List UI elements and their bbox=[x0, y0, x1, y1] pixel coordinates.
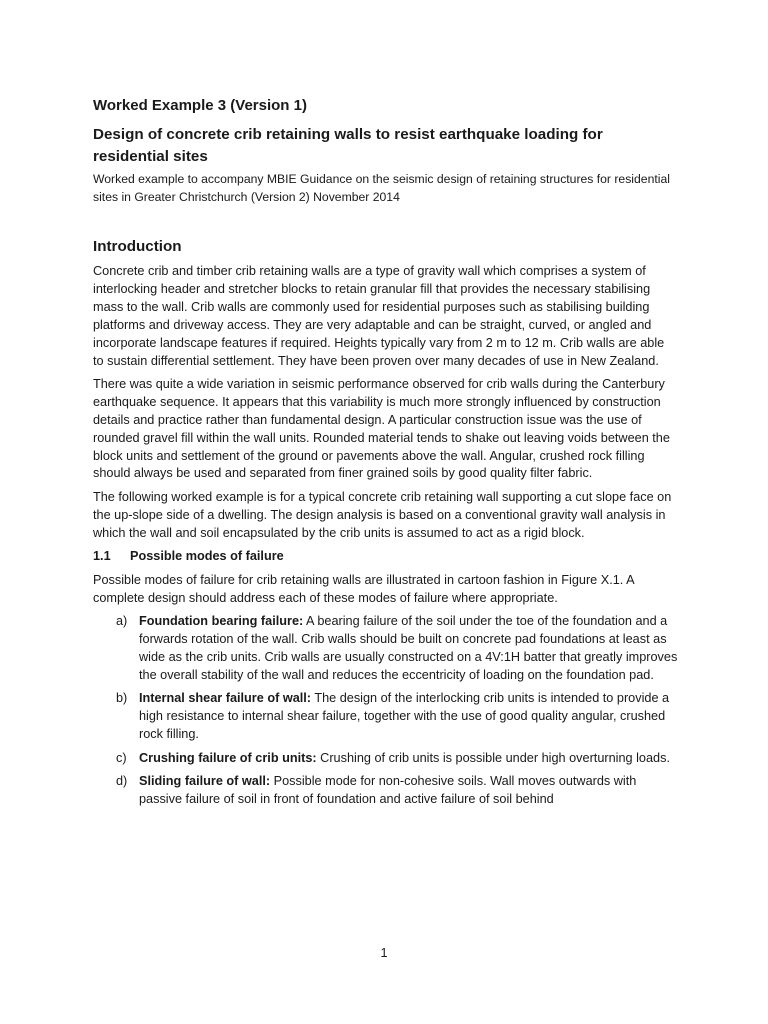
list-item bbox=[93, 690, 678, 744]
list-item bbox=[93, 750, 678, 768]
list-item-term: Sliding failure of wall: bbox=[139, 774, 271, 789]
list-marker: a) bbox=[116, 614, 128, 629]
page-number: 1 bbox=[380, 946, 388, 960]
list-marker: d) bbox=[116, 774, 128, 789]
list-item-term: Foundation bearing failure: bbox=[139, 614, 304, 629]
intro-paragraph-1: Concrete crib and timber crib retaining walls are a type of gravity wall which comprises a system of interlocking header and stretcher blocks to retain granular fill that provides the necessary stabilising mass to the wall. Crib walls are commonly used for residential purposes such as stabilising building platforms and driveway access. They are very adaptable and can be straight, curved, or angled and incorporate landscape features if required. Heights typically vary from 2 m to 12 m. Crib walls are able to sustain differential settlement. They have been proven over many decades of use in New Zealand. bbox=[93, 264, 665, 368]
list-item-text: Crushing of crib units is possible under high overturning loads. bbox=[316, 750, 670, 765]
document-subtitle: Worked example to accompany MBIE Guidance on the seismic design of retaining structures for residential sites in Greater Christchurch (Version 2) November 2014 bbox=[93, 172, 670, 204]
section-title: Possible modes of failure bbox=[130, 549, 284, 564]
list-item-term: Crushing failure of crib units: bbox=[139, 750, 317, 765]
list-marker: b) bbox=[116, 691, 128, 706]
introduction-heading: Introduction bbox=[93, 238, 182, 255]
document-title: Design of concrete crib retaining walls to resist earthquake loading for residential sites bbox=[93, 126, 603, 165]
example-heading: Worked Example 3 (Version 1) bbox=[93, 97, 307, 114]
section-heading bbox=[93, 548, 678, 566]
intro-paragraph-2: There was quite a wide variation in seismic performance observed for crib walls during the Canterbury earthquake sequence. It appears that this variability is much more strongly influenced by construction details and practice rather than fundamental design. A particular construction issue was the use of rounded gravel fill within the wall units. Rounded material tends to shake out leaving voids between the block units and settlement of the ground or pavements above the wall. Angular, crushed rock filling should always be used and separated from finer grained soils by good quality filter fabric. bbox=[93, 376, 670, 481]
list-item-text: The design of the interlocking crib units is intended to provide a high resistance to internal shear failure, together with the use of good quality angular, crushed rock filling. bbox=[139, 691, 670, 742]
section-intro-paragraph: Possible modes of failure for crib retaining walls are illustrated in cartoon fashion in Figure X.1. A complete design should address each of these modes of failure where appropriate. bbox=[93, 573, 634, 605]
list-item bbox=[93, 613, 678, 685]
list-item-text: A bearing failure of the soil under the toe of the foundation and a forwards rotation of the wall. Crib walls should be built on concrete pad foundations at least as wide as the crib units. Crib walls are usually constructed on a 4V:1H batter that greatly improves the overall stability of the wall and reduces the eccentricity of loading on the foundation pad. bbox=[139, 614, 678, 683]
failure-modes-list bbox=[93, 613, 678, 809]
list-item-text: Possible mode for non-cohesive soils. Wall moves outwards with passive failure of soil in front of foundation and active failure of soil behind bbox=[139, 774, 637, 806]
intro-paragraph-3: The following worked example is for a typical concrete crib retaining wall supporting a cut slope face on the up-slope side of a dwelling. The design analysis is based on a conventional gravity wall analysis in which the wall and soil encapsulated by the crib units is assumed to act as a rigid block. bbox=[93, 489, 672, 540]
list-marker: c) bbox=[116, 750, 127, 765]
list-item bbox=[93, 773, 678, 809]
document-page bbox=[93, 96, 678, 814]
list-item-term: Internal shear failure of wall: bbox=[139, 691, 312, 706]
section-number: 1.1 bbox=[93, 549, 111, 564]
